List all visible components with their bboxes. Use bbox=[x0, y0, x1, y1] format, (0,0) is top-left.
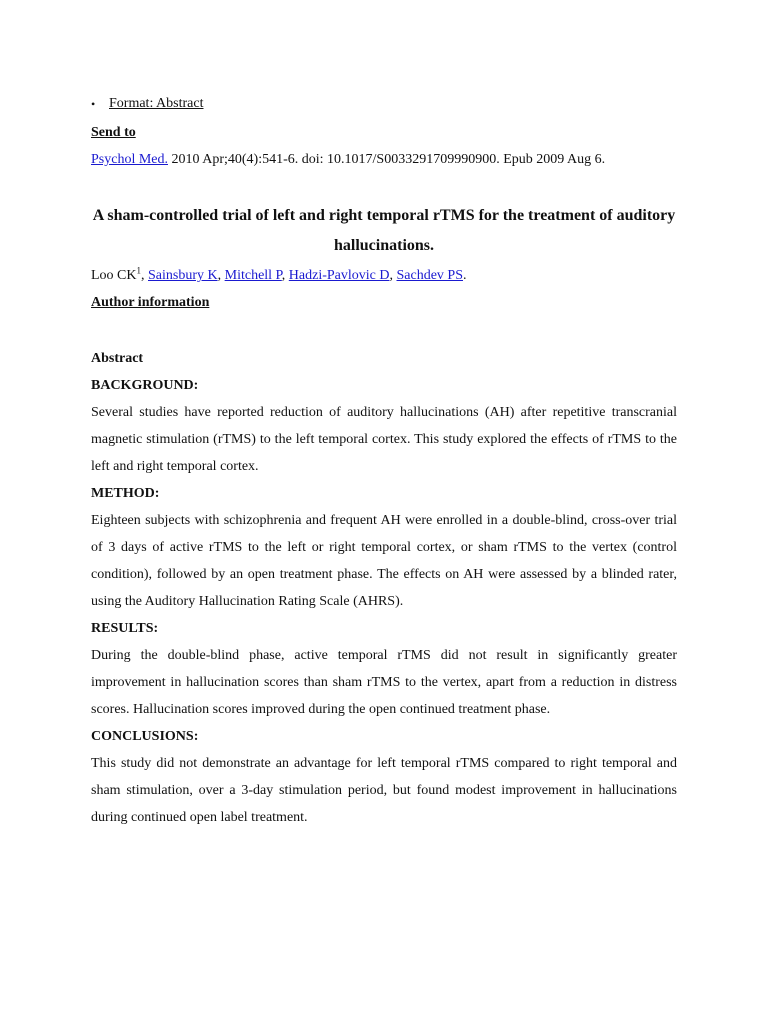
bullet-icon: • bbox=[91, 97, 96, 111]
citation-line bbox=[91, 151, 605, 169]
article-title: A sham-controlled trial of left and right temporal rTMS for the treatment of auditory hallucinations. bbox=[92, 207, 676, 254]
author-link-sachdev[interactable]: Sachdev PS bbox=[396, 268, 463, 283]
send-to-link[interactable]: Send to bbox=[91, 125, 136, 140]
author-link-mitchell[interactable]: Mitchell P bbox=[224, 268, 282, 283]
format-abstract-link[interactable]: Format: Abstract bbox=[109, 96, 204, 111]
author-name[interactable]: Loo CK bbox=[91, 268, 137, 283]
results-heading: RESULTS: bbox=[91, 621, 159, 636]
author-information-link[interactable]: Author information bbox=[91, 295, 210, 310]
method-text: Eighteen subjects with schizophrenia and frequent AH were enrolled in a double-blind, cross-over trial of 3 days of active rTMS to the left or right temporal cortex, or sham rTMS to the vertex (control condition), followed by an open treatment phase. The effects on AH were assessed by a blinded rater, using the Auditory Hallucination Rating Scale (AHRS). bbox=[91, 513, 677, 609]
author-list-end: . bbox=[463, 268, 467, 283]
author-loo[interactable] bbox=[91, 265, 141, 283]
author-link-hadzi-pavlovic[interactable]: Hadzi-Pavlovic D bbox=[288, 268, 390, 283]
background-heading: BACKGROUND: bbox=[91, 378, 199, 393]
affiliation-marker: 1 bbox=[136, 265, 141, 276]
journal-link[interactable]: Psychol Med. bbox=[91, 152, 168, 167]
conclusions-text: This study did not demonstrate an advantage for left temporal rTMS compared to right temporal and sham stimulation, over a 3-day stimulation period, but found modest improvement in hallucinations during continued open label treatment. bbox=[91, 756, 677, 825]
conclusions-heading: CONCLUSIONS: bbox=[91, 729, 199, 744]
abstract-heading: Abstract bbox=[91, 351, 144, 366]
author-list bbox=[91, 267, 467, 285]
abstract-section bbox=[91, 345, 677, 831]
author-separator: , bbox=[281, 268, 289, 283]
author-separator: , bbox=[141, 268, 148, 283]
format-item[interactable] bbox=[91, 95, 204, 113]
method-heading: METHOD: bbox=[91, 486, 160, 501]
citation-details: 2010 Apr;40(4):541-6. doi: 10.1017/S0033291709990900. Epub 2009 Aug 6. bbox=[168, 152, 606, 167]
author-separator: , bbox=[217, 268, 225, 283]
results-text: During the double-blind phase, active temporal rTMS did not result in significantly greater improvement in hallucination scores than sham rTMS to the vertex, apart from a reduction in distress scores. Hallucination scores improved during the open continued treatment phase. bbox=[91, 648, 677, 717]
author-link-sainsbury[interactable]: Sainsbury K bbox=[148, 268, 218, 283]
author-separator: , bbox=[389, 268, 397, 283]
background-text: Several studies have reported reduction of auditory hallucinations (AH) after repetitive transcranial magnetic stimulation (rTMS) to the left temporal cortex. This study explored the effects of rTMS to the left and right temporal cortex. bbox=[91, 405, 677, 474]
